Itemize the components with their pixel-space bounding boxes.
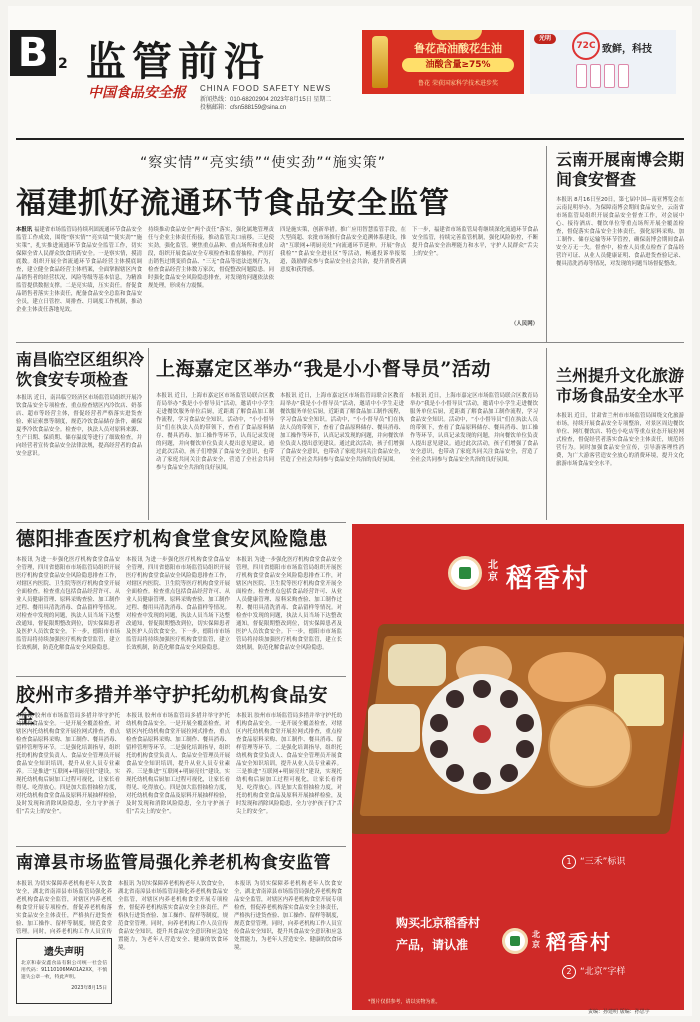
ad-product: 鲁花高油酸花生油: [414, 42, 502, 55]
jiading-headline: 上海嘉定区举办“我是小小督导员”活动: [156, 358, 491, 380]
pastry-roll: [368, 704, 420, 752]
ad-brand: 光明: [534, 34, 556, 44]
luhua-oil-ad: [362, 30, 524, 94]
section-title: 监管前沿: [86, 38, 270, 85]
nanzhang-body-1: 本报讯 为切实保障养老机构老年人饮食安全，湖北省南漳县市场监管局强化养老机构食品安全监管，对辖区内养老机构食堂开展专项检查，督促养老机构落实食品安全主体责任，严格执行进货查验、加工操作、留样等制度，规范食堂管理。同时，向养老机构工作人员宣传: [16, 881, 112, 934]
mark-number: 1: [562, 855, 576, 869]
ad-brand-prefix: 北京: [488, 560, 498, 583]
ad-tagline: 鲁花 荣获国家科学技术进步奖: [418, 80, 498, 87]
divider: [16, 846, 346, 847]
mark-number: 2: [562, 965, 576, 979]
lead-column-2: 持续推动食品安全“两个责任”落实，强化属地管理责任与企业主体责任衔接，推动监管关口前移。三是使实劲，强化监管。聚焦重点品种、重点场所和重点时段，组织开展食品安全专项检查和监督抽检，严厉打击销售过期变质食品、“三无”食品等违法违规行为，检查食品经营主体数万家次，督促整改问题隐患。同时强化食品安全风险隐患排查，对发现的问题依法依规处理，形成有力震慑。: [148, 227, 274, 289]
yunnan-body: 本报讯 8月16日至20日，第七届中国—南亚博览会在云南昆明举办。为保障南博会期间食品安全，云南省市场监管局组织开展食品安全督查工作，对会展中心、接待酒店、餐饮单位等重点场所开展全覆盖检查，督促落实食品安全主体责任，强化原料采购、加工制作、储存运输等环节管控，确保南博会期间食品安全万无一失。督查中，检查人员重点检查了食品经营许可证、从业人员健康证明、食品进货查验记录、餐具清洗消毒等情况，对发现的问题当场督促整改。: [556, 197, 684, 267]
lead-col1-text: 福建省市场监管局持续巩固流通环节食品安全监管工作成效，围绕“察实情”“亮实绩”“使实劲”“施实策”，扎实推进流通环节食品安全监管工作，切实保障全省人民群众饮食用药安全。一是察实情，摸清底数。组织开展全省流通环节食品经营主体摸底调查，建立健全食品经营主体档案，全面掌握辖区内食品销售者的经营状况、风险等级等基本信息，为精准监管提供数据支撑。二是亮实绩，压实责任。督促食品销售者落实主体责任，配备食品安全总监和食品安全员，建立日管控、周排查、月调度工作机制，推动企业主体责任落地见效。: [16, 227, 142, 313]
info-hotline: 新闻热线：010-68202904 2023年8月15日 星期二: [200, 97, 332, 103]
ad-degree: 72C: [572, 32, 600, 60]
divider: [546, 146, 547, 342]
mark-label: “三禾”标识: [580, 857, 626, 867]
section-letter: B: [10, 30, 56, 76]
loss-notice: [16, 938, 112, 1004]
jiaozhou-body-2: 本报讯 胶州市市场监管局多措并举守护托幼机构食品安全。一是开展全覆盖检查，对辖区内托幼机构食堂开展拉网式排查，重点检查食品原料采购、加工制作、餐具消毒、留样管理等环节。二是强化培训指导，组织托幼机构食堂负责人、食品安全管理员开展食品安全知识培训，提升从业人员专业素养。三是推进“互联网+明厨亮灶”建设，实现托幼机构后厨加工过程可视化，让家长看得见、吃得放心。四是加大监督抽检力度，对托幼机构食堂食品及原料开展抽样检验，及时发现和消除风险隐患，全力守护孩子们“舌尖上的安全”。: [126, 713, 230, 815]
jiaozhou-body-3: 本报讯 胶州市市场监管局多措并举守护托幼机构食品安全。一是开展全覆盖检查，对辖区内托幼机构食堂开展拉网式排查，重点检查食品原料采购、加工制作、餐具消毒、留样管理等环节。二是强化培训指导，组织托幼机构食堂负责人、食品安全管理员开展食品安全知识培训，提升从业人员专业素养。三是推进“互联网+明厨亮灶”建设，实现托幼机构后厨加工过程可视化，让家长看得见、吃得放心。四是加大监督抽检力度，对托幼机构食堂食品及原料开展抽样检验，及时发现和消除风险隐患，全力守护孩子们“舌尖上的安全”。: [236, 713, 342, 815]
sanhe-seal-icon: [448, 556, 482, 590]
notice-date: 2023年8月15日: [71, 986, 107, 991]
ad-brand-name-small: 稻香村: [546, 930, 612, 954]
divider: [546, 348, 547, 520]
deyang-body-3: 本报讯 为进一步强化医疗机构食堂食品安全管理，四川省德阳市市场监管局组织开展医疗机构食堂食品安全风险隐患排查工作，对辖区内医院、卫生院等医疗机构食堂开展全面检查。检查重点包括食品经营许可、从业人员健康管理、原料采购查验、加工制作过程、餐用具清洗消毒、食品留样等情况。对检查中发现的问题，执法人员当场下达整改通知，督促限期整改到位，切实保障患者及医护人员饮食安全。下一步，德阳市市场监管局将持续加强医疗机构食堂监管，建立长效机制，防范化解食品安全风险隐患。: [236, 557, 342, 651]
info-email: 投稿邮箱：cfsn588159@sina.cn: [200, 105, 287, 111]
ad-buy-text: [396, 912, 496, 956]
lead-column-3: 四是施实策，创新举措。推广应用智慧监管手段，在大型商超、农批市场推行食品安全追溯体系建设，推动“互联网+明厨亮灶”向流通环节延伸。开展“你点我检”“食品安全进社区”等活动，畅通投诉举报渠道，鼓励群众参与食品安全社会共治，提升消费者满意度和获得感。: [280, 227, 406, 273]
nanzhang-headline: 南漳县市场监管局强化养老机构食安监管: [16, 853, 331, 873]
deyang-body-1: 本报讯 为进一步强化医疗机构食堂食品安全管理，四川省德阳市市场监管局组织开展医疗机构食堂食品安全风险隐患排查工作，对辖区内医院、卫生院等医疗机构食堂开展全面检查。检查重点包括食品经营许可、从业人员健康管理、原料采购查验、加工制作过程、餐用具清洗消毒、食品留样等情况。对检查中发现的问题，执法人员当场下达整改通知，督促限期整改到位，切实保障患者及医护人员饮食安全。下一步，德阳市市场监管局将持续加强医疗机构食堂监管，建立长效机制，防范化解食品安全风险隐患。: [16, 557, 120, 651]
paper-english-name: CHINA FOOD SAFETY NEWS: [200, 84, 332, 93]
ad-disclaimer: *图片仅供参考，请以实物为准。: [368, 999, 441, 1005]
jiading-body-3: 本报讯 近日，上海市嘉定区市场监管局联合区教育局举办“我是小小督导员”活动，邀请中小学生走进餐饮服务单位后厨，近距离了解食品加工制作流程，学习食品安全知识。活动中，“小小督导员”们在执法人员的带领下，查看了食品原料储存、餐具消毒、加工操作等环节，认真记录发现的问题，并向餐饮单位负责人提出意见建议。通过此次活动，孩子们增强了食品安全意识，也带动了家庭共同关注食品安全，营造了全社会共同参与食品安全共治的良好氛围。: [410, 393, 538, 463]
lead-headline: 福建抓好流通环节食品安全监管: [16, 186, 450, 221]
lead-column-1: [16, 226, 142, 330]
divider: [16, 342, 684, 343]
page-footer: 责编：孙建明 版编：孙思宇: [588, 1009, 650, 1015]
nanzhang-body-3: 本报讯 为切实保障养老机构老年人饮食安全，湖北省南漳县市场监管局强化养老机构食品安全监管，对辖区内养老机构食堂开展专项检查，督促养老机构落实食品安全主体责任，严格执行进货查验、加工操作、留样等制度，规范食堂管理。同时，向养老机构工作人员宣传食品安全知识，提升其食品安全意识和应急处置能力，为老年人营造安全、健康的饮食环境。: [234, 881, 342, 951]
pastry-mooncake: [548, 704, 632, 788]
oil-bottle-icon: [372, 36, 388, 88]
guangming-ad: [530, 30, 676, 94]
section-number: 2: [58, 56, 68, 72]
nanchang-body: 本报讯 近日，南昌临空经济区市场监管局组织开展冷饮食品安全专项检查，重点检查辖区内冷饮店、奶茶店、超市等经营主体，督促经营者严格落实进货查验、索证索票等制度，规范冷饮食品储存条件，确保夏季冷饮食品安全。检查中，执法人员对原料来源、生产日期、保质期、储存温度等进行了细致检查，并向经营者宣传食品安全法律法规，提高经营者的食品安全意识。: [16, 395, 142, 457]
lanzhou-body: 本报讯 近日，甘肃省兰州市市场监管局围绕文化旅游市场，持续开展食品安全专项整治，对景区周边餐饮单位、网红餐饮店、特色小吃店等重点业态开展拉网式检查，督促经营者落实食品安全主体责任，规范经营行为。同时加强食品安全宣传，引导游客理性消费，为广大游客营造安全放心的消费环境，提升文化旅游市场食品安全水平。: [556, 413, 684, 467]
lead-byline: 本报讯: [16, 227, 33, 233]
jiading-body-2: 本报讯 近日，上海市嘉定区市场监管局联合区教育局举办“我是小小督导员”活动，邀请中小学生走进餐饮服务单位后厨，近距离了解食品加工制作流程，学习食品安全知识。活动中，“小小督导员”们在执法人员的带领下，查看了食品原料储存、餐具消毒、加工操作等环节，认真记录发现的问题，并向餐饮单位负责人提出意见建议。通过此次活动，孩子们增强了食品安全意识，也带动了家庭共同关注食品安全，营造了全社会共同参与食品安全共治的良好氛围。: [280, 393, 404, 463]
ad-decor: [432, 30, 482, 40]
milk-cups-icon: [576, 64, 636, 88]
deyang-body-2: 本报讯 为进一步强化医疗机构食堂食品安全管理，四川省德阳市市场监管局组织开展医疗机构食堂食品安全风险隐患排查工作，对辖区内医院、卫生院等医疗机构食堂开展全面检查。检查重点包括食品经营许可、从业人员健康管理、原料采购查验、加工制作过程、餐用具清洗消毒、食品留样等情况。对检查中发现的问题，执法人员当场下达整改通知，督促限期整改到位，切实保障患者及医护人员饮食安全。下一步，德阳市市场监管局将持续加强医疗机构食堂监管，建立长效机制，防范化解食品安全风险隐患。: [126, 557, 230, 651]
notice-body: 北京和泰安鑫食品有限公司统一社会信用代码：91110106MA01A2XX，不慎遗失公章一枚，特此声明。: [21, 961, 107, 980]
ad-brand-prefix-small: 北京: [532, 930, 540, 949]
masthead-rule: [16, 138, 684, 140]
mark-beijing: [562, 964, 625, 979]
lanzhou-headline: 兰州提升文化旅游市场食品安全水平: [556, 366, 685, 405]
ad-buy-line2: 产品，请认准: [396, 938, 469, 952]
jiading-body-1: 本报讯 近日，上海市嘉定区市场监管局联合区教育局举办“我是小小督导员”活动，邀请中小学生走进餐饮服务单位后厨，近距离了解食品加工制作流程，学习食品安全知识。活动中，“小小督导员”们在执法人员的带领下，查看了食品原料储存、餐具消毒、加工操作等环节，认真记录发现的问题，并向餐饮单位负责人提出意见建议。通过此次活动，孩子们增强了食品安全意识，也带动了家庭共同关注食品安全，营造了全社会共同参与食品安全共治的良好氛围。: [156, 393, 274, 471]
pastry-crisp: [528, 652, 606, 702]
nanzhang-body-2: 本报讯 为切实保障养老机构老年人饮食安全，湖北省南漳县市场监管局强化养老机构食品安全监管，对辖区内养老机构食堂开展专项检查，督促养老机构落实食品安全主体责任，严格执行进货查验、加工操作、留样等制度，规范食堂管理。同时，向养老机构工作人员宣传食品安全知识，提升其食品安全意识和应急处置能力，为老年人营造安全、健康的饮食环境。: [118, 881, 228, 951]
ad-buy-line1: 购买北京稻香村: [396, 916, 481, 930]
mark-sanhe: [562, 854, 625, 869]
deyang-headline: 德阳排查医疗机构食堂食安风险隐患: [16, 528, 329, 550]
pastry-flower: [422, 674, 542, 794]
paper-info: [200, 96, 360, 112]
jiaozhou-body-1: 本报讯 胶州市市场监管局多措并举守护托幼机构食品安全。一是开展全覆盖检查，对辖区内托幼机构食堂开展拉网式排查，重点检查食品原料采购、加工制作、餐具消毒、留样管理等环节。二是强化培训指导，组织托幼机构食堂负责人、食品安全管理员开展食品安全知识培训，提升从业人员专业素养。三是推进“互联网+明厨亮灶”建设，实现托幼机构后厨加工过程可视化，让家长看得见、吃得放心。四是加大监督抽检力度，对托幼机构食堂食品及原料开展抽样检验，及时发现和消除风险隐患，全力守护孩子们“舌尖上的安全”。: [16, 713, 120, 815]
lead-kicker: “察实情”“亮实绩”“使实劲”“施实策”: [140, 155, 387, 171]
nanchang-headline: 南昌临空区组织冷饮食安专项检查: [16, 350, 145, 389]
lead-column-4: 下一步，福建省市场监管局将继续深化流通环节食品安全监管，持续完善监管机制，强化风险防控，不断提升食品安全治理能力和水平，守护人民群众“舌尖上的安全”。: [412, 227, 538, 257]
sanhe-seal-icon: [502, 928, 528, 954]
divider: [148, 348, 149, 520]
lead-source: （人民网）: [511, 321, 538, 327]
pastry-green: [388, 644, 446, 686]
mark-label: “北京”字样: [580, 967, 626, 977]
paper-logo: 中国食品安全报: [88, 85, 186, 101]
daoxiangcun-ad: [352, 524, 684, 1010]
jiaozhou-headline: 胶州市多措并举守护托幼机构食品安全: [16, 684, 329, 728]
ad-badge: 油酸含量≥75%: [402, 58, 514, 72]
ad-slogan: 致鲜，科技: [602, 44, 652, 55]
divider: [16, 676, 346, 677]
ad-brand-name: 稻香村: [506, 564, 591, 594]
divider: [16, 522, 346, 523]
notice-title: 遗失声明: [44, 947, 84, 958]
yunnan-headline: 云南开展南博会期间食安督查: [556, 150, 685, 189]
